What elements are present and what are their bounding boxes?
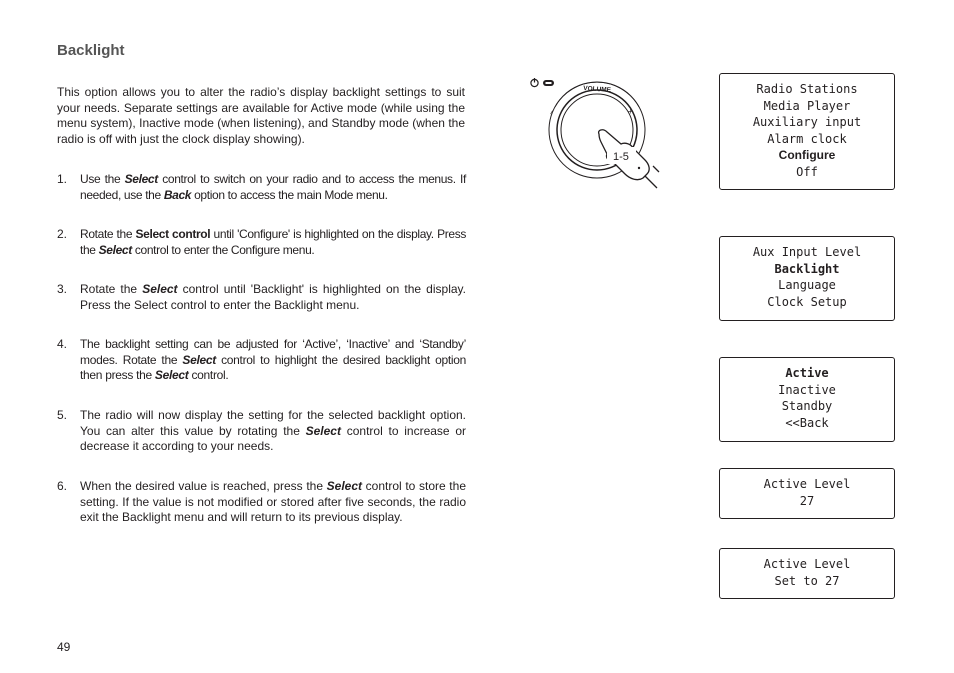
select-knob-illustration bbox=[525, 72, 665, 192]
step-2 bbox=[57, 227, 466, 258]
page-number: 49 bbox=[57, 640, 71, 654]
mute-icon bbox=[543, 80, 554, 86]
step-number: 6. bbox=[57, 479, 68, 493]
volume-minus-label: – bbox=[547, 109, 556, 116]
menu-item: Inactive bbox=[778, 382, 836, 397]
step-range-label: 1-5 bbox=[613, 151, 629, 163]
menu-item: Language bbox=[778, 278, 836, 292]
menu-item-highlighted: Active bbox=[785, 366, 829, 380]
page-title: Backlight bbox=[57, 42, 125, 59]
menu-item: Off bbox=[796, 164, 818, 179]
menu-item: Radio Stations bbox=[756, 82, 858, 96]
display-active-level bbox=[719, 468, 895, 519]
step-number: 5. bbox=[57, 408, 68, 422]
step-4 bbox=[57, 337, 466, 384]
intro-paragraph: This option allows you to alter the radio’s display backlight settings to suit your needs. Separate settings are available for Active mode (while using the menu system), Inactive mode (when listening), and Standby mode (when the radio is off with just the clock display showing). bbox=[57, 85, 465, 146]
menu-item: Aux Input Level bbox=[752, 245, 862, 259]
step-number: 2. bbox=[57, 227, 68, 241]
step-number: 4. bbox=[57, 337, 68, 351]
menu-item: Alarm clock bbox=[767, 131, 847, 146]
display-active-level-set bbox=[719, 548, 895, 599]
step-6 bbox=[57, 479, 466, 526]
menu-item: Clock Setup bbox=[767, 294, 847, 309]
step-text: Rotate the Select control until 'Configure' is highlighted on the display. Press the Select control to enter the Configure menu. bbox=[80, 227, 466, 257]
menu-item-highlighted: Backlight bbox=[774, 261, 840, 276]
volume-label: VOLUME bbox=[582, 85, 612, 94]
step-1 bbox=[57, 172, 466, 203]
step-text: Use the Select control to switch on your radio and to access the menus. If needed, use the Back option to access the main Mode menu. bbox=[80, 172, 467, 202]
display-value: 27 bbox=[799, 493, 815, 508]
volume-plus-label: + bbox=[628, 107, 633, 116]
step-number: 1. bbox=[57, 172, 68, 186]
display-main-menu bbox=[719, 73, 895, 190]
step-number: 3. bbox=[57, 282, 68, 296]
step-text: The radio will now display the setting for the selected backlight option. You can alter this value by rotating the Select control to increase or decrease it according to your needs. bbox=[80, 408, 467, 453]
display-backlight-menu bbox=[719, 357, 895, 442]
menu-item: <<Back bbox=[785, 415, 829, 430]
step-3 bbox=[57, 282, 466, 313]
display-value: Set to 27 bbox=[774, 573, 840, 588]
step-text: Rotate the Select control until 'Backlight' is highlighted on the display. Press the Select control to enter the Backlight menu. bbox=[80, 282, 466, 312]
display-line: Active Level bbox=[763, 557, 851, 571]
menu-item: Standby bbox=[781, 399, 833, 413]
menu-item-highlighted: Configure bbox=[778, 148, 836, 162]
display-line: Active Level bbox=[763, 477, 851, 491]
step-text: When the desired value is reached, press the Select control to store the setting. If the value is not modified or stored after five seconds, the radio exit the Backlight menu and will return to its previous display. bbox=[80, 479, 466, 524]
display-configure-menu bbox=[719, 236, 895, 321]
power-icon bbox=[531, 78, 538, 87]
step-5 bbox=[57, 408, 466, 455]
menu-item: Auxiliary input bbox=[752, 115, 862, 129]
menu-item: Media Player bbox=[763, 98, 851, 113]
step-text: The backlight setting can be adjusted for ‘Active’, ‘Inactive’ and ‘Standby’ modes. Rotate the Select control to highlight the desired backlight option then press the Select control. bbox=[80, 337, 466, 382]
